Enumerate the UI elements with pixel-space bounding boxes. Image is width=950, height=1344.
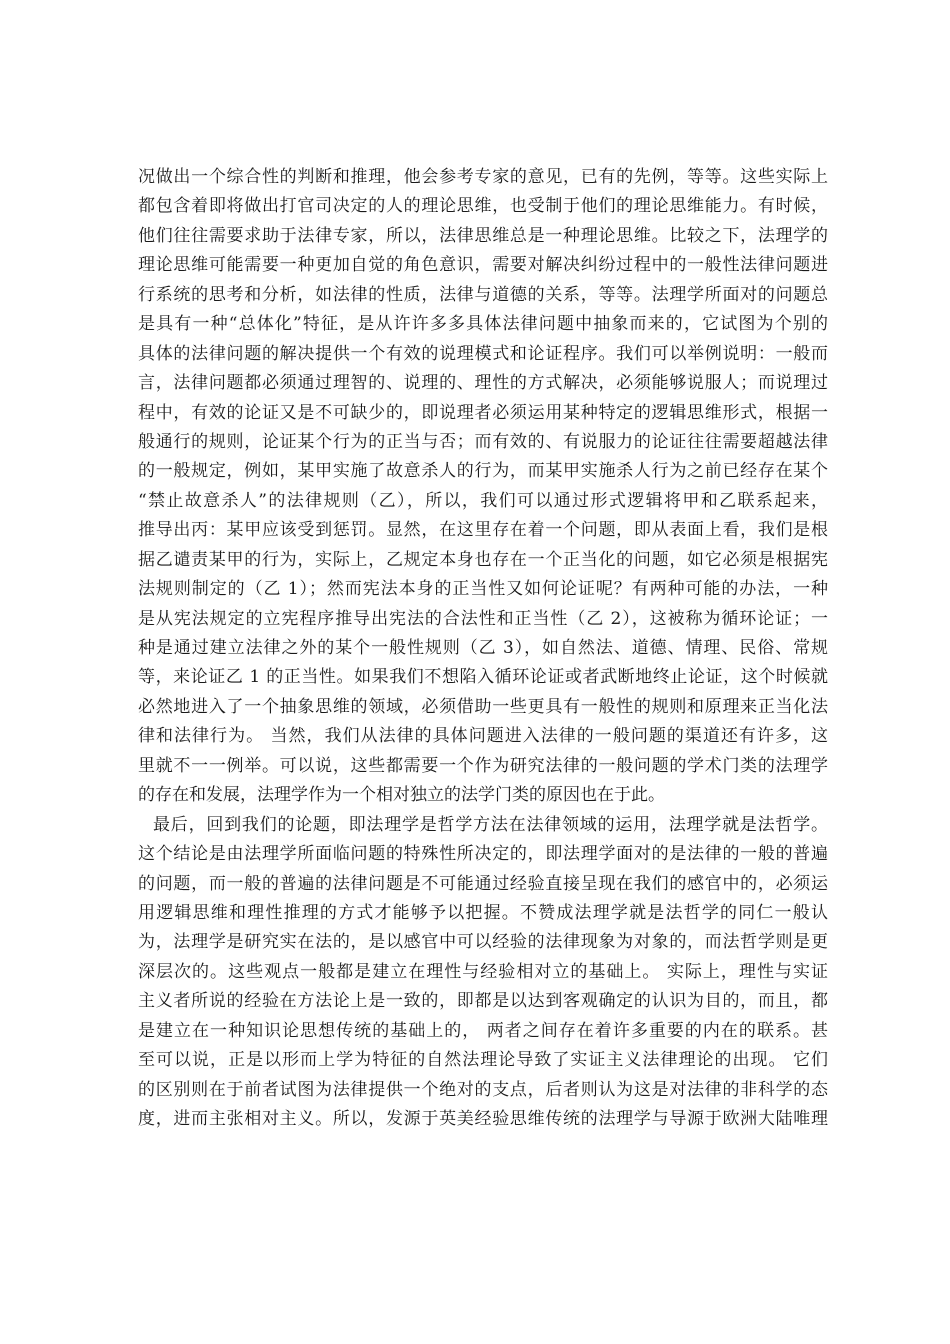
text-line: 具体的法律问题的解决提供一个有效的说理模式和论证程序。我们可以举例说明：一般而 [138, 343, 828, 364]
text-line: 般通行的规则，论证某个行为的正当与否；而有效的、有说服力的论证往往需要超越法律 [138, 431, 828, 452]
text-line: 深层次的。这些观点一般都是建立在理性与经验相对立的基础上。 实际上，理性与实证 [138, 961, 828, 982]
text-line: 度，进而主张相对主义。所以，发源于英美经验思维传统的法理学与导源于欧洲大陆唯理 [138, 1109, 828, 1129]
text-line: 言，法律问题都必须通过理智的、说理的、理性的方式解决，必须能够说服人；而说理过 [138, 373, 828, 394]
text-line: “禁止故意杀人”的法律规则（乙），所以，我们可以通过形式逻辑将甲和乙联系起来， [138, 490, 828, 511]
text-line: 等，来论证乙 1 的正当性。如果我们不想陷入循环论证或者武断地终止论证，这个时候就 [138, 667, 828, 688]
text-line: 这个结论是由法理学所面临问题的特殊性所决定的，即法理学面对的是法律的一般的普遍 [138, 844, 828, 865]
text-line: 况做出一个综合性的判断和推理，他会参考专家的意见，已有的先例，等等。这些实际上 [138, 167, 828, 187]
text-line: 律和法律行为。 当然，我们从法律的具体问题进入法律的一般问题的渠道还有许多，这 [138, 726, 828, 747]
text-line: 为，法理学是研究实在法的，是以感官中可以经验的法律现象为对象的，而法哲学则是更 [138, 932, 828, 953]
text-line: 程中，有效的论证又是不可缺少的，即说理者必须运用某种特定的逻辑思维形式，根据一 [138, 402, 828, 423]
text-line: 种是通过建立法律之外的某个一般性规则（乙 3），如自然法、道德、情理、民俗、常规 [138, 638, 828, 658]
text-line: 是具有一种“总体化”特征，是从许许多多具体法律问题中抽象而来的，它试图为个别的 [138, 314, 828, 335]
text-line: 他们往往需要求助于法律专家，所以，法律思维总是一种理论思维。比较之下，法理学的 [138, 225, 828, 246]
text-line: 是建立在一种知识论思想传统的基础上的， 两者之间存在着许多重要的内在的联系。甚 [138, 1020, 828, 1041]
text-line: 都包含着即将做出打官司决定的人的理论思维，也受制于他们的理论思维能力。有时候， [138, 196, 828, 217]
text-line: 用逻辑思维和理性推理的方式才能够予以把握。不赞成法理学就是法哲学的同仁一般认 [138, 902, 828, 923]
text-line: 主义者所说的经验在方法论上是一致的，即都是以达到客观确定的认识为目的，而且，都 [138, 991, 828, 1012]
text-line: 至可以说，正是以形而上学为特征的自然法理论导致了实证主义法律理论的出现。 它们 [138, 1050, 828, 1071]
text-line: 理论思维可能需要一种更加自觉的角色意识，需要对解决纠纷过程中的一般性法律问题进 [138, 255, 828, 276]
text-line: 推导出丙：某甲应该受到惩罚。显然，在这里存在着一个问题，即从表面上看，我们是根 [138, 520, 828, 541]
text-line: 的问题，而一般的普遍的法律问题是不可能通过经验直接呈现在我们的感官中的，必须运 [138, 873, 828, 894]
text-line: 据乙谴责某甲的行为，实际上，乙规定本身也存在一个正当化的问题，如它必须是根据宪 [138, 549, 828, 570]
text-line: 的一般规定，例如，某甲实施了故意杀人的行为，而某甲实施杀人行为之前已经存在某个 [138, 461, 828, 482]
text-line: 行系统的思考和分析，如法律的性质，法律与道德的关系，等等。法理学所面对的问题总 [138, 284, 828, 305]
text-line: 的区别则在于前者试图为法律提供一个绝对的支点，后者则认为这是对法律的非科学的态 [138, 1079, 828, 1100]
text-line: 是从宪法规定的立宪程序推导出宪法的合法性和正当性（乙 2），这被称为循环论证；一 [138, 608, 828, 629]
body-text [138, 163, 828, 1134]
text-line: 法规则制定的（乙 1）；然而宪法本身的正当性又如何论证呢？有两种可能的办法，一种 [138, 579, 828, 600]
paragraph-start-line: 最后，回到我们的论题，即法理学是哲学方法在法律领域的运用，法理学就是法哲学。 [153, 814, 828, 835]
text-line: 里就不一一例举。可以说，这些都需要一个作为研究法律的一般问题的学术门类的法理学 [138, 755, 828, 776]
paragraph-end-line: 的存在和发展，法理学作为一个相对独立的法学门类的原因也在于此。 [138, 785, 665, 806]
text-line: 必然地进入了一个抽象思维的领域，必须借助一些更具有一般性的规则和原理来正当化法 [138, 696, 828, 717]
